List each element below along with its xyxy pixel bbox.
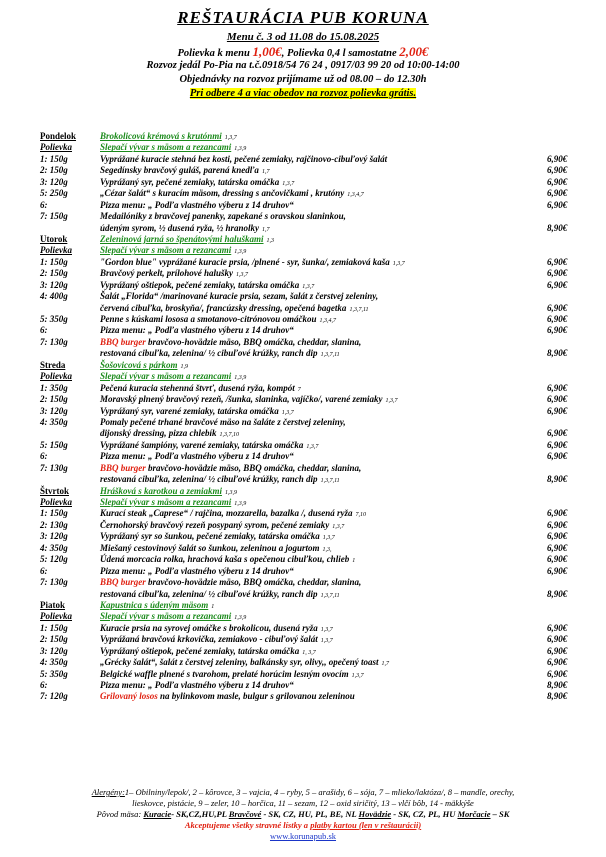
item-description (100, 691, 358, 704)
day-soup-name: Zeleninová jarná so špenátovými haluškami (100, 233, 264, 244)
menu-item-row (40, 188, 580, 199)
item-price: 6,90€ (547, 508, 568, 519)
menu-item-row (40, 394, 580, 405)
menu-item-row (40, 280, 580, 291)
item-price: 6,90€ (547, 565, 568, 576)
soup-name: Slepačí vývar s mäsom a rezancami (100, 245, 232, 256)
menu-item-row (40, 669, 580, 680)
item-price: 6,90€ (547, 531, 568, 542)
soup-allergens: 1,3,9 (234, 615, 247, 622)
item-text: Vyprážaný syr, varené zemiaky, tatárska omáčka (100, 405, 279, 416)
item-price: 6,90€ (547, 153, 568, 164)
menu-item-row (40, 589, 580, 600)
item-text: Pizza menu: „ Podľa vlastného výberu z 14 druhov“ (100, 451, 294, 462)
item-number: 5: 150g (40, 439, 68, 450)
item-number: 1: 150g (40, 622, 68, 633)
menu-item-row (40, 463, 580, 474)
item-text: bravčovo-hovädzie mäso, BBQ omáčka, cheddar, slanina, (148, 577, 362, 588)
day-soup-allergens: 1,3 (266, 237, 275, 244)
soup-name: Slepačí vývar s mäsom a rezancami (100, 497, 232, 507)
menu-item-row (40, 623, 580, 634)
item-price: 6,90€ (547, 165, 568, 176)
item-allergens: 1,7 (381, 661, 390, 668)
item-allergens: 1,7 (261, 169, 270, 176)
item-text: Bravčový perkelt, prílohové halušky (100, 268, 233, 279)
origin-turkey: Morčacie (457, 809, 491, 819)
item-allergens: 1,3,7,11 (320, 592, 340, 599)
menu-item-row (40, 543, 580, 554)
menu-item-row (40, 634, 580, 645)
menu-item-row (40, 165, 580, 176)
item-text: Vyprážaný syr, pečené zemiaky, tatárska omáčka (100, 176, 280, 187)
item-text: Miešaný cestovinový šalát so šunkou, zeleninou a jogurtom (100, 542, 320, 553)
item-price: 6,90€ (547, 176, 568, 187)
menu-dates: Menu č. 3 od 11.08 do 15.08.2025 (226, 31, 380, 43)
menu-item-row (40, 314, 580, 325)
item-number: 7: 130g (40, 336, 68, 347)
item-text: Pizza menu: „ Podľa vlastného výberu z 14 druhov“ (100, 680, 294, 690)
item-number: 6: (40, 680, 48, 690)
menu-item-row (40, 417, 580, 428)
item-highlight: BBQ burger (100, 336, 146, 347)
soup-row (40, 497, 580, 508)
menu-item-row (40, 348, 580, 359)
soup-name: Slepačí vývar s mäsom a rezancami (100, 142, 232, 153)
promo-banner (0, 87, 606, 101)
website-link[interactable]: www.korunapub.sk (269, 831, 337, 841)
item-text: Šalát „Florida“ /marinované kuracie prsia, sezam, šalát z čerstvej zeleniny, (100, 291, 379, 302)
day-soup-allergens: 1,9 (180, 363, 188, 370)
item-allergens: 1,3,7 (385, 398, 398, 405)
item-number: 6: (40, 451, 48, 462)
item-number: 1: 150g (40, 153, 68, 164)
item-text: Kurací steak „Caprese“ / rajčina, mozzarella, bazalka /, dusená ryža (100, 508, 353, 519)
item-text: Pomaly pečené trhané bravčové mäso na šaláte z čerstvej zeleniny, (100, 416, 346, 427)
item-price: 6,90€ (547, 325, 568, 336)
item-text: Údená morcacia rolka, hrachová kaša s opečenou cibuľkou, chlieb (100, 554, 350, 565)
item-text: Vyprážané šampióny, varené zemiaky, tatárska omáčka (100, 439, 304, 450)
item-price: 6,90€ (547, 428, 568, 439)
item-allergens: 1,3, (322, 546, 332, 553)
item-price: 6,90€ (547, 394, 568, 405)
soup-allergens: 1,3,9 (234, 146, 247, 153)
item-text: bravčovo-hovädzie mäso, BBQ omáčka, cheddar, slanina, (148, 336, 362, 347)
menu-item-row (40, 566, 580, 577)
allergens-label: Alergény: (91, 787, 125, 797)
item-highlight: BBQ burger (100, 577, 146, 588)
item-text: Pečená kuracia stehenná štvrť, dusená ryža, kompót (100, 382, 295, 393)
menu-item-row (40, 291, 580, 302)
item-number: 6: (40, 199, 48, 210)
menu-item-row (40, 691, 580, 702)
menu-item-row (40, 646, 580, 657)
item-number: 7: 150g (40, 211, 68, 222)
menu-item-row (40, 440, 580, 451)
soup-price-a: 1,00€ (252, 44, 282, 59)
menu-item-row (40, 257, 580, 268)
item-number: 6: (40, 325, 48, 336)
item-price: 6,90€ (547, 405, 568, 416)
item-number: 2: 150g (40, 634, 68, 645)
soup-name: Slepačí vývar s mäsom a rezancami (100, 611, 232, 622)
allergens-line-1 (0, 787, 606, 798)
item-number: 3: 120g (40, 531, 68, 542)
payment-text-b: platby kartou (len v reštaurácii) (310, 820, 422, 830)
item-text: bravčovo-hovädzie mäso, BBQ omáčka, cheddar, slanina, (148, 462, 362, 473)
item-price: 6,90€ (547, 279, 568, 290)
item-number: 5: 350g (40, 668, 68, 679)
item-allergens: 1,7 (262, 226, 270, 233)
menu-item-row (40, 154, 580, 165)
item-allergens: 1,3,7 (235, 272, 248, 279)
item-number: 7: 120g (40, 691, 68, 702)
item-price: 6,90€ (547, 268, 568, 279)
origin-pork: Bravčové (228, 809, 262, 819)
item-price: 6,90€ (547, 622, 568, 633)
soup-row (40, 371, 580, 382)
day-row (40, 486, 580, 497)
origin-chicken: Kuracie (143, 809, 172, 819)
item-allergens: 1,3,7,11 (349, 306, 369, 313)
item-price: 6,90€ (547, 188, 568, 199)
item-text: Vyprážaný syr so šunkou, pečené zemiaky, tatárska omáčka (100, 531, 320, 542)
item-text: restovaná cibuľka, zelenina/ ½ cibuľové krúžky, ranch dip (100, 474, 318, 485)
item-number: 1: 150g (40, 256, 68, 267)
item-allergens: 1,3,7,11 (320, 352, 340, 359)
item-allergens: 1,3,7 (320, 638, 333, 645)
item-text: Vyprážaný oštiepok, pečené zemiaky, tatárska omáčka (100, 645, 300, 656)
menu-item-row (40, 406, 580, 417)
item-text: Medailóniky z bravčovej panenky, zapekané s oravskou slaninkou, (100, 211, 346, 222)
item-allergens: 1,3,7 (392, 260, 405, 267)
menu-list (40, 131, 580, 703)
footer (0, 787, 606, 842)
soup-allergens: 1,3,9 (234, 501, 247, 507)
menu-item-row (40, 508, 580, 519)
day-name: Štvrtok (40, 485, 69, 496)
allergens-text-1: 1– Obilniny/lepok/, 2 – kôrovce, 3 – vajcia, 4 – ryby, 5 – arašidy, 6 – sója, 7 – mlieko/laktóza/, 8 – mandle, orechy, (124, 787, 515, 797)
item-text: Penne s kúskami lososa a smotanovo-citrónovou omáčkou (100, 314, 317, 324)
soup-text-a: Polievka k menu (177, 48, 253, 59)
menu-item-row (40, 554, 580, 565)
promo-text: Pri odbere 4 a viac obedov na rozvoz polievka grátis. (189, 88, 417, 99)
item-text: Moravský plnený bravčový rezeň, /šunka, slaninka, vajíčko/, varené zemiaky (100, 394, 383, 405)
item-allergens: 1,3,7 (281, 409, 294, 416)
soup-row (40, 142, 580, 153)
menu-item-row (40, 223, 580, 234)
menu-item-row (40, 383, 580, 394)
menu-item-row (40, 428, 580, 439)
item-text: Belgické waffle plnené s tvarohom, prelaté horúcim lesným ovocím (100, 668, 349, 679)
soup-name: Slepačí vývar s mäsom a rezancami (100, 371, 232, 382)
item-text: Vyprážaný oštiepok, pečené zemiaky, tatárska omáčka (100, 279, 300, 290)
item-number: 6: (40, 565, 48, 576)
page-title: REŠTAURÁCIA PUB KORUNA (177, 8, 429, 27)
day-row (40, 234, 580, 245)
day-soup-name: Kapustnica s údeným mäsom (100, 599, 209, 610)
item-price: 8,90€ (547, 222, 568, 233)
menu-item-row (40, 474, 580, 485)
day-name: Streda (40, 359, 66, 370)
item-price: 6,90€ (547, 542, 568, 553)
item-allergens: 1,3,7 (351, 672, 364, 679)
soup-label: Polievka (40, 142, 72, 153)
item-number: 4: 350g (40, 657, 68, 668)
item-price: 6,90€ (547, 668, 568, 679)
delivery-line: Rozvoz jedál Po-Pia na t.č.0918/54 76 24 , 0917/03 99 20 od 10:00-14:00 (146, 60, 460, 71)
item-text: Pizza menu: „ Podľa vlastného výberu z 14 druhov“ (100, 325, 294, 336)
item-price: 6,90€ (547, 314, 568, 324)
item-text: Kuracie prsia na syrovej omáčke s brokolicou, dusená ryža (100, 622, 318, 633)
item-number: 2: 150g (40, 268, 68, 279)
item-number: 3: 120g (40, 279, 68, 290)
day-soup-name: Hrášková s karotkou a zemiakmi (100, 485, 223, 496)
soup-label: Polievka (40, 611, 72, 622)
item-price: 6,90€ (547, 256, 568, 267)
item-price: 8,90€ (547, 680, 568, 690)
item-allergens: 1,3,7 (302, 283, 315, 290)
website-line (0, 831, 606, 842)
soup-row (40, 611, 580, 622)
item-text: Černohorský bravčový rezeň posypaný syrom, pečené zemiaky (100, 519, 330, 530)
item-price: 8,90€ (547, 474, 568, 485)
day-name: Utorok (40, 233, 68, 244)
allergens-line-2: lieskovce, pistácie, 9 – zeler, 10 – horčica, 11 – sezam, 12 – oxid siričitý, 13 – vlčí bôb, 14 - mäkkýše (132, 798, 474, 808)
meat-origin-line (0, 809, 606, 820)
origin-beef-countries: - SK, CZ, PL, HU (391, 809, 458, 819)
item-number: 5: 350g (40, 314, 68, 324)
item-allergens: 1,3,7 (282, 180, 295, 187)
soup-label: Polievka (40, 497, 72, 507)
item-text: Vyprážaná bravčová krkovička, zemiakovo - cibuľový šalát (100, 634, 318, 645)
item-price: 6,90€ (547, 634, 568, 645)
menu-item-row (40, 531, 580, 542)
item-price: 6,90€ (547, 382, 568, 393)
soup-price-b: 2,00€ (399, 44, 429, 59)
item-price: 6,90€ (547, 451, 568, 462)
item-price: 6,90€ (547, 645, 568, 656)
item-number: 7: 130g (40, 462, 68, 473)
item-price: 6,90€ (547, 439, 568, 450)
menu-item-row (40, 577, 580, 588)
item-allergens: 7 (297, 386, 301, 393)
orders-hours-line: Objednávky na rozvoz prijímame už od 08.00 – do 12.30h (179, 74, 427, 85)
item-price: 6,90€ (547, 302, 568, 313)
menu-item-row (40, 325, 580, 336)
menu-item-row (40, 268, 580, 279)
item-price: 6,90€ (547, 554, 568, 565)
item-text: Pizza menu: „ Podľa vlastného výberu z 14 druhov“ (100, 199, 294, 210)
menu-item-row (40, 451, 580, 462)
item-number: 4: 350g (40, 542, 68, 553)
menu-item-row (40, 200, 580, 211)
item-number: 2: 130g (40, 519, 68, 530)
item-allergens: 1,3,4,7 (347, 192, 364, 199)
item-text: restovaná cibuľka, zelenina/ ½ cibuľové krúžky, ranch dip (100, 588, 318, 599)
item-price: 8,90€ (547, 691, 568, 702)
item-number: 1: 350g (40, 382, 68, 393)
item-allergens: 1 (352, 558, 356, 565)
menu-item-row (40, 657, 580, 668)
soup-row (40, 245, 580, 256)
item-text: dijonský dressing, pizza chlebík (100, 428, 217, 439)
origin-turkey-countries: – SK (490, 809, 510, 819)
soup-allergens: 1,3,9 (234, 249, 247, 256)
day-row (40, 131, 580, 142)
day-soup-allergens: 1 (211, 603, 215, 610)
item-text: restovaná cibuľka, zelenina/ ½ cibuľové krúžky, ranch dip (100, 348, 318, 359)
day-row (40, 600, 580, 611)
menu-item-row (40, 337, 580, 348)
item-number: 4: 400g (40, 291, 68, 302)
item-allergens: 7,10 (355, 512, 367, 519)
item-number: 3: 120g (40, 405, 68, 416)
origin-pork-countries: - SK, CZ, HU, PL, BE, NL (261, 809, 359, 819)
item-allergens: 1,3,7,11 (320, 478, 340, 485)
item-text: "Gordon blue" vyprážané kuracie prsia, /plnené - syr, šunka/, zemiaková kaša (100, 256, 390, 267)
origin-beef: Hovädzie (358, 809, 392, 819)
menu-item-row (40, 303, 580, 314)
day-soup-name: Brokolicová krémová s krutónmi (100, 131, 222, 141)
item-allergens: 1,3,7 (322, 535, 335, 542)
soup-label: Polievka (40, 245, 72, 256)
item-text: „Grécky šalát“, šalát z čerstvej zeleniny, balkánsky syr, olivy,, opečený toast (100, 657, 379, 668)
day-row (40, 360, 580, 371)
origin-chicken-countries: - SK,CZ,HU,PL (171, 809, 229, 819)
menu-item-row (40, 680, 580, 691)
item-text: Vyprážané kuracie stehná bez kosti, pečené zemiaky, rajčinovo-cibuľový šalát (100, 153, 388, 164)
soup-label: Polievka (40, 371, 72, 382)
menu-item-row (40, 177, 580, 188)
item-allergens: 1,3,7 (332, 523, 345, 530)
item-number: 5: 120g (40, 554, 68, 565)
menu-item-row (40, 211, 580, 222)
day-name: Pondelok (40, 131, 77, 141)
item-text: červená cibuľka, broskyňa/, francúzsky dressing, opečená bagetka (100, 302, 347, 313)
item-allergens: 1, 3,7 (302, 649, 316, 656)
item-allergens: 1,3,7 (320, 626, 333, 633)
item-allergens: 1,3,7,10 (219, 432, 240, 439)
item-text: Segedínsky bravčový guláš, parená knedľa (100, 165, 259, 176)
payment-line (0, 820, 606, 831)
item-number: 4: 350g (40, 416, 68, 427)
menu-item-row (40, 520, 580, 531)
item-price: 6,90€ (547, 199, 568, 210)
item-text: „Cézar šalát“ s kuracím mäsom, dressing s ančovičkami , krutóny (100, 188, 345, 199)
item-price: 6,90€ (547, 519, 568, 530)
item-number: 3: 120g (40, 645, 68, 656)
item-allergens: 1,3,4,7 (319, 318, 337, 324)
origin-label: Pôvod mäsa: (96, 809, 144, 819)
item-number: 5: 250g (40, 188, 68, 199)
item-number: 1: 150g (40, 508, 68, 519)
soup-allergens: 1,3,9 (234, 375, 247, 382)
day-soup-allergens: 1,3,9 (225, 489, 238, 496)
payment-text-a: Akceptujeme všetky stravné lístky a (184, 820, 311, 830)
item-number: 2: 150g (40, 165, 68, 176)
item-highlight: Grilovaný losos (100, 691, 158, 702)
soup-text-b: , Polievka 0,4 l samostatne (281, 48, 400, 59)
item-price: 8,90€ (547, 348, 568, 359)
day-soup-name: Šošovicová s párkom (100, 359, 178, 370)
item-text: údeným syrom, ½ dusená ryža, ½ hranolky (100, 222, 260, 233)
item-price: 8,90€ (547, 588, 568, 599)
item-number: 7: 130g (40, 577, 68, 588)
item-highlight: BBQ burger (100, 462, 146, 473)
item-number: 3: 120g (40, 176, 68, 187)
day-name: Piatok (40, 599, 66, 610)
item-price: 6,90€ (547, 657, 568, 668)
day-soup-allergens: 1,3,7 (224, 135, 237, 141)
item-text: Pizza menu: „ Podľa vlastného výberu z 14 druhov“ (100, 565, 294, 576)
item-number: 2: 150g (40, 394, 68, 405)
item-allergens: 1,3,7 (306, 443, 319, 450)
item-text: na bylinkovom masle, bulgur s grilovanou zeleninou (160, 691, 355, 702)
